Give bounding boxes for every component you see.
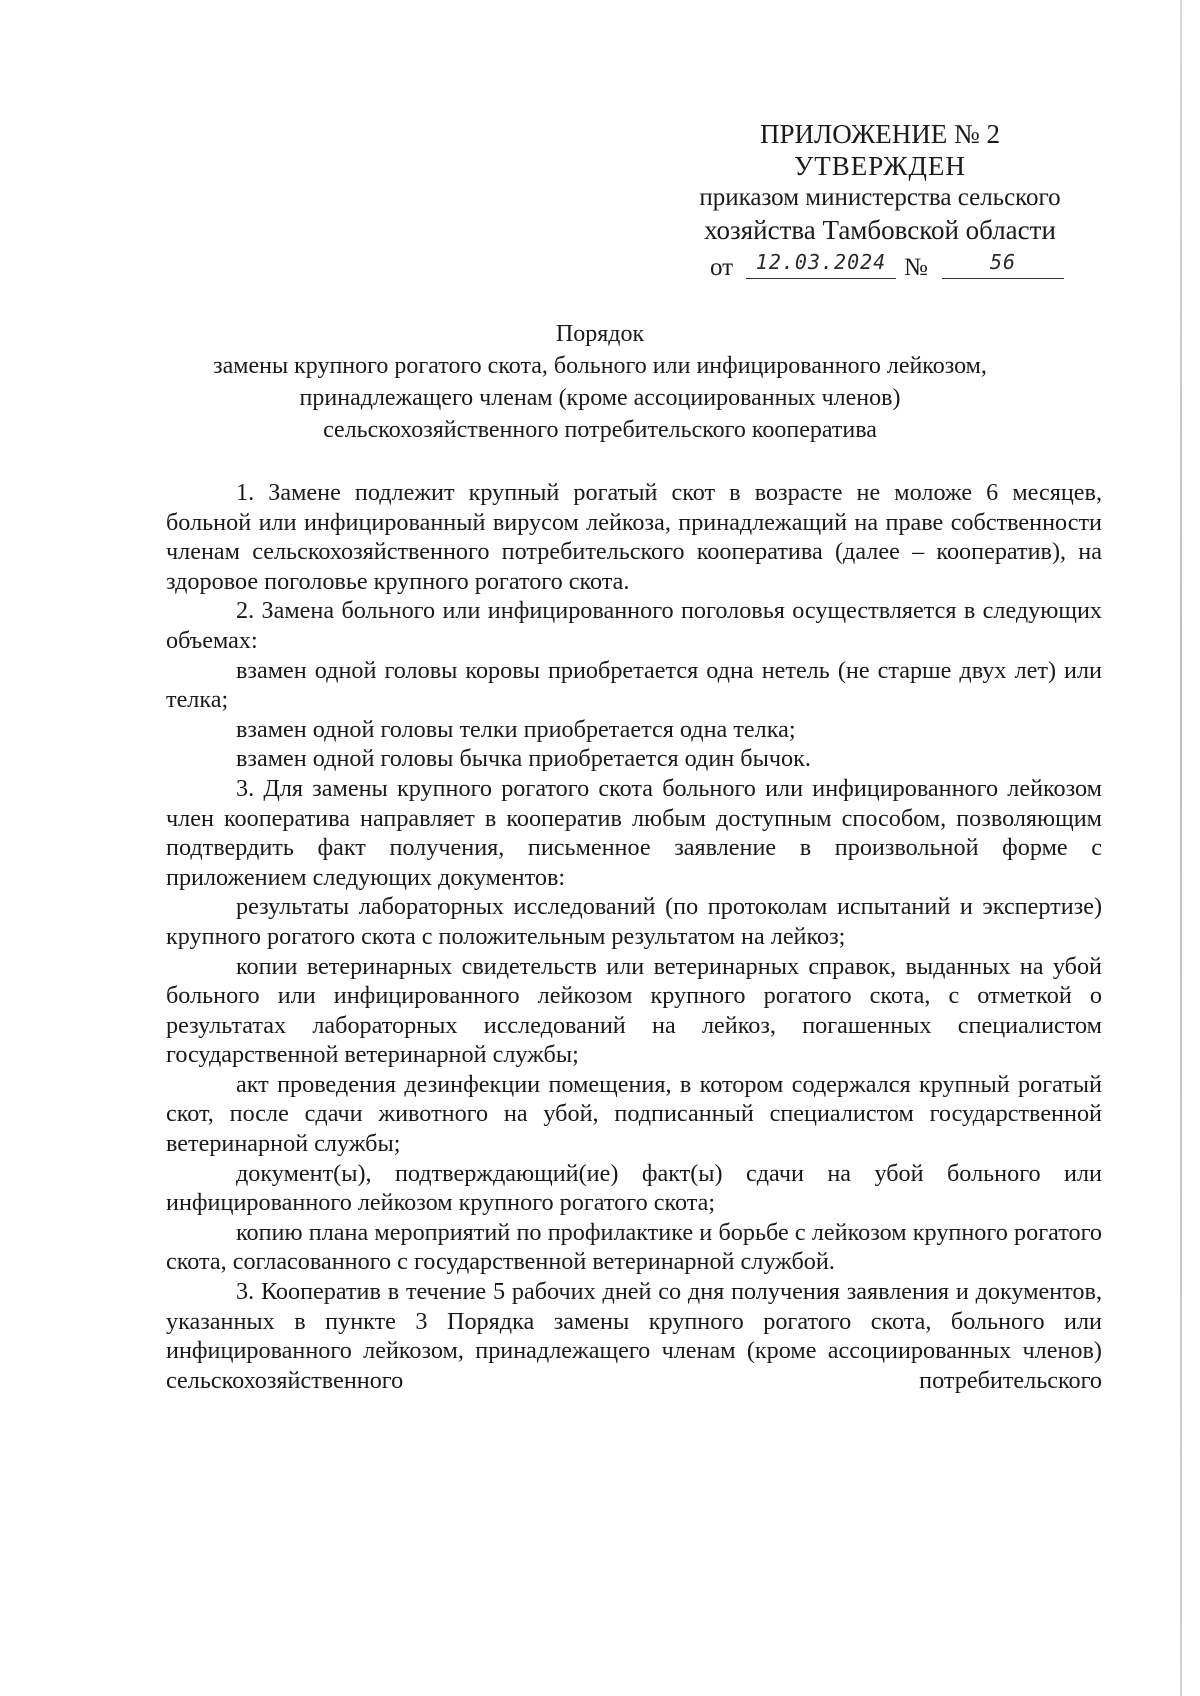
paragraph-3-item-1: результаты лабораторных исследований (по протоколам испытаний и экспертизе) крупного рогатого скота с положительным результатом на лейкоз; <box>166 893 1102 950</box>
paragraph-2-item-2: взамен одной головы телки приобретается одна телка; <box>236 715 796 743</box>
paragraph-1: 1. Замене подлежит крупный рогатый скот в возрасте не моложе 6 месяцев, больной или инфицированный вирусом лейкоза, принадлежащий на праве собственности членам сельскохозяйственного потребительского кооператива (далее – кооператив), на здоровое поголовье крупного рогатого скота. <box>166 479 1102 595</box>
title-line-3: сельскохозяйственного потребительского кооператива <box>323 417 877 443</box>
title-line-1: замены крупного рогатого скота, больного или инфицированного лейкозом, <box>213 353 987 379</box>
title-line-2: принадлежащего членам (кроме ассоциированных членов) <box>299 385 901 411</box>
paragraph-2: 2. Замена больного или инфицированного поголовья осуществляется в следующих объемах: <box>166 597 1102 654</box>
order-number-field: 56 <box>942 250 1064 279</box>
from-label: от <box>710 254 734 281</box>
document-title <box>150 318 1050 446</box>
order-date-field: 12.03.2024 <box>746 250 896 279</box>
paragraph-2-item-1: взамен одной головы коровы приобретается одна нетель (не старше двух лет) или телка; <box>166 656 1102 714</box>
order-date-number-line <box>710 250 1100 286</box>
ministry-text: хозяйства Тамбовской области <box>704 215 1056 245</box>
approved-label: УТВЕРЖДЕН <box>794 151 966 181</box>
paragraph-3-item-3: акт проведения дезинфекции помещения, в котором содержался крупный рогатый скот, после сдачи животного на убой, подписанный специалистом государственной ветеринарной службы; <box>166 1070 1102 1158</box>
paragraph-3-item-2: копии ветеринарных свидетельств или ветеринарных справок, выданных на убой больного или инфицированного лейкозом крупного рогатого скота, с отметкой о результатах лабораторных исследований на лейкоз, погашенных специалистом государственной ветеринарной службы; <box>166 952 1102 1069</box>
title-heading: Порядок <box>555 321 645 347</box>
appendix-number: ПРИЛОЖЕНИЕ № 2 <box>759 119 1001 149</box>
paragraph-3-item-4: документ(ы), подтверждающий(ие) факт(ы) сдачи на убой больного или инфицированного лейкозом крупного рогатого скота; <box>166 1159 1102 1217</box>
document-body <box>166 478 1102 1395</box>
number-label: № <box>904 254 928 281</box>
paragraph-2-item-3: взамен одной головы бычка приобретается один бычок. <box>236 745 811 773</box>
paragraph-3: 3. Для замены крупного рогатого скота больного или инфицированного лейкозом член кооператива направляет в кооператив любым доступным способом, позволяющим подтвердить факт получения, письменное заявление в произвольной форме с приложением следующих документов: <box>166 774 1102 891</box>
paragraph-4: 3. Кооператив в течение 5 рабочих дней со дня получения заявления и документов, указанных в пункте 3 Порядка замены крупного рогатого скота, больного или инфицированного лейкозом, принадлежащего членам (кроме ассоциированных членов) сельскохозяйственного потребительского <box>166 1278 1102 1394</box>
approval-block <box>660 118 1100 246</box>
scan-edge-line <box>1180 0 1182 1696</box>
by-order-text: приказом министерства сельского <box>699 184 1061 211</box>
paragraph-3-item-5: копию плана мероприятий по профилактике и борьбе с лейкозом крупного рогатого скота, согласованного с государственной ветеринарной службой. <box>166 1218 1102 1276</box>
